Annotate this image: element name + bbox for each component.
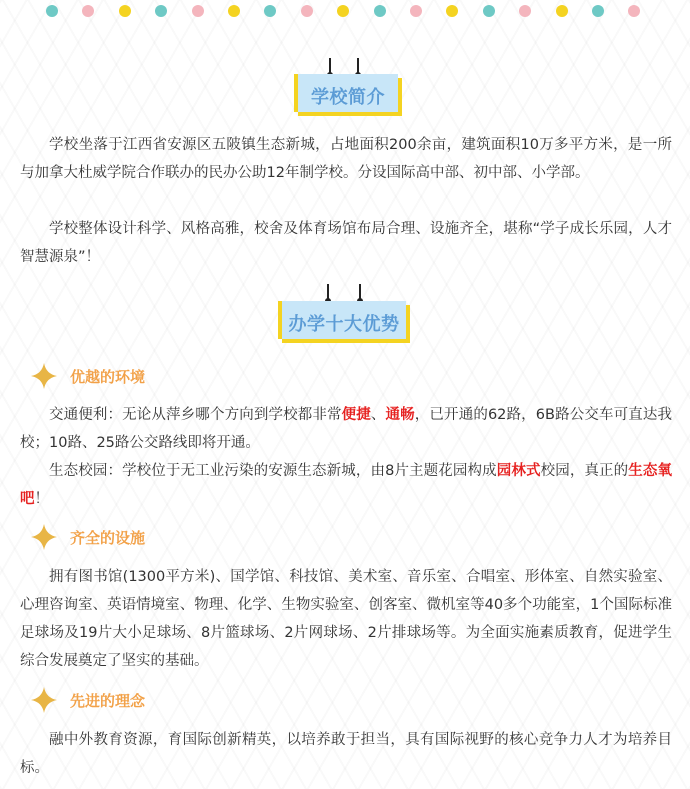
decorative-dot <box>192 5 204 17</box>
decorative-dot <box>46 5 58 17</box>
star-icon <box>30 362 58 390</box>
decorative-dot <box>628 5 640 17</box>
text-segment: ！ <box>34 491 49 507</box>
subheading-environment <box>30 362 330 392</box>
subheading-facilities <box>30 523 330 553</box>
star-icon <box>30 686 58 714</box>
text-segment: 、 <box>370 407 386 423</box>
highlight-oxygen: 生态氧吧 <box>20 463 673 507</box>
decorative-dot <box>410 5 422 17</box>
decorative-dot <box>374 5 386 17</box>
intro-paragraph-1: 学校坐落于江西省安源区五陂镇生态新城，占地面积200余亩，建筑面积10万多平方米，是一所与加拿大杜威学院合作联办的民办公助12年制学校。分设国际高中部、初中部、小学部。 <box>20 137 672 181</box>
text-segment: 生态校园：学校位于无工业污染的安源生态新城，由8片主题花园构成 <box>49 463 497 479</box>
decorative-dot <box>519 5 531 17</box>
text-segment: ，已开通的62路，6B路公交车可直达我校；10路、25路公交路线即将开通。 <box>20 407 673 451</box>
decorative-dot <box>155 5 167 17</box>
environment-paragraph-traffic <box>20 401 672 457</box>
decorative-dot <box>228 5 240 17</box>
philosophy-paragraph: 融中外教育资源，育国际创新精英，以培养敢于担当，具有国际视野的核心竞争力人才为培养目标。 <box>20 732 672 776</box>
decorative-dot <box>483 5 495 17</box>
decorative-dot <box>556 5 568 17</box>
environment-paragraph-ecology <box>20 457 672 513</box>
facilities-paragraph: 拥有图书馆(1300平方米)、国学馆、科技馆、美术室、音乐室、合唱室、形体室、自然实验室、心理咨询室、英语情境室、物理、化学、生物实验室、创客室、微机室等40多个功能室，1个国际标准足球场及19片大小足球场、8片篮球场、2片网球场、2片排球场等。为全面实施素质教育，促进学生综合发展奠定了坚实的基础。 <box>20 569 672 669</box>
decorative-dot <box>119 5 131 17</box>
decorative-dot <box>301 5 313 17</box>
subheading-text: 优越的环境 <box>70 368 146 386</box>
highlight-convenient: 便捷 <box>341 407 371 423</box>
section-title-box <box>294 74 398 112</box>
decorative-dot <box>82 5 94 17</box>
subheading-philosophy <box>30 686 330 716</box>
section-title-advantages <box>0 284 690 354</box>
section-title-box <box>278 301 406 339</box>
subheading-text: 齐全的设施 <box>70 529 146 547</box>
section-title-text: 学校简介 <box>311 87 385 108</box>
decorative-dot <box>337 5 349 17</box>
decorative-dot <box>264 5 276 17</box>
decorative-dot <box>592 5 604 17</box>
star-icon <box>30 523 58 551</box>
highlight-smooth: 通畅 <box>385 407 415 423</box>
subheading-text: 先进的理念 <box>70 692 146 710</box>
decorative-dot-row <box>0 5 690 19</box>
intro-paragraph-2: 学校整体设计科学、风格高雅，校舍及体育场馆布局合理、设施齐全，堪称“学子成长乐园，人才智慧源泉”！ <box>20 221 672 265</box>
text-segment: 交通便利：无论从萍乡哪个方向到学校都非常 <box>49 407 342 423</box>
highlight-garden: 园林式 <box>496 463 541 479</box>
text-segment: 校园，真正的 <box>540 463 629 479</box>
decorative-dot <box>446 5 458 17</box>
section-title-text: 办学十大优势 <box>288 314 400 335</box>
section-title-school-intro <box>0 58 690 128</box>
